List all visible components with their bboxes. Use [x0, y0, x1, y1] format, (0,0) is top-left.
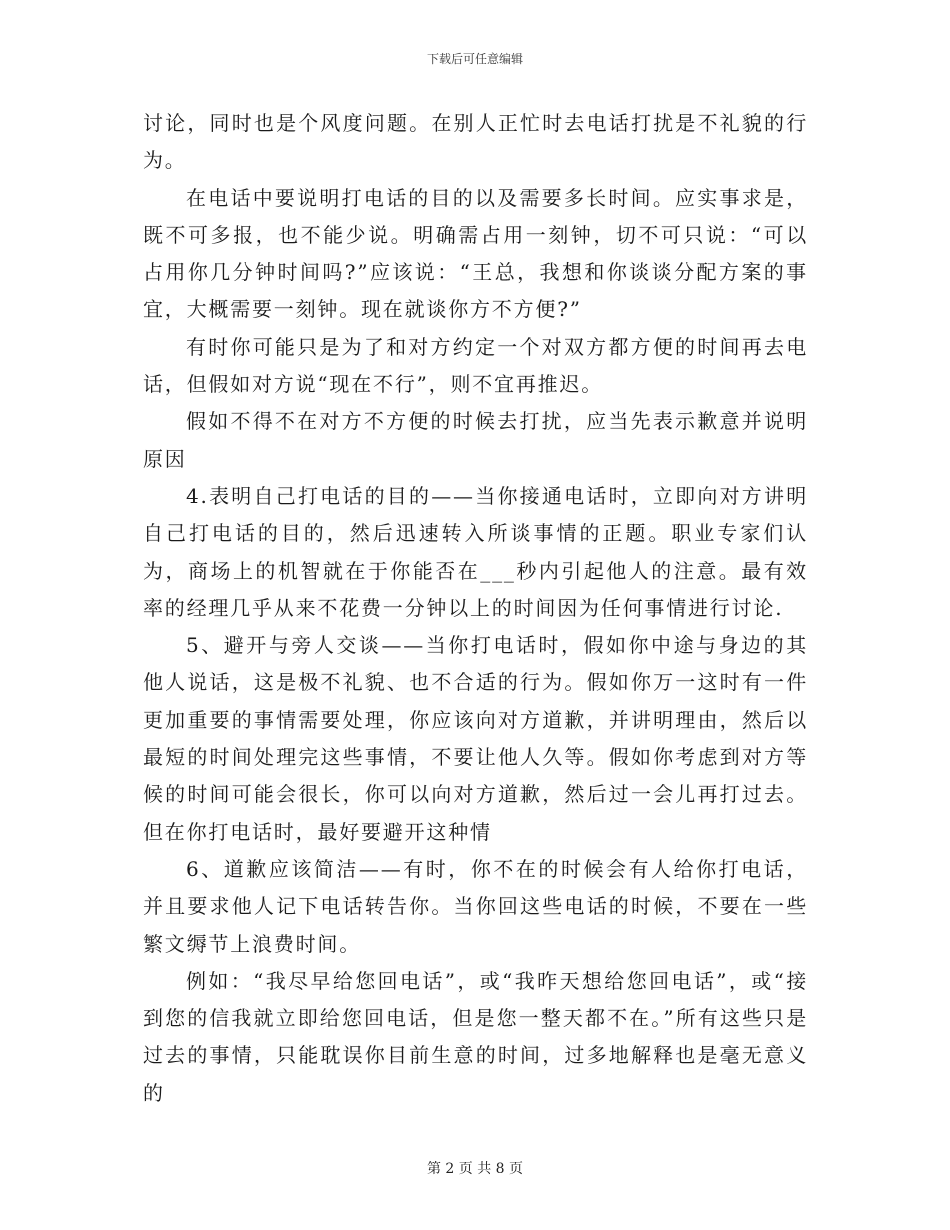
page-number: 第 2 页 共 8 页 [426, 1161, 524, 1177]
paragraph: 讨论，同时也是个风度问题。在别人正忙时去电话打扰是不礼貌的行为。 [143, 111, 808, 173]
paragraph: 假如不得不在对方不方便的时候去打扰，应当先表示歉意并说明原因 [143, 409, 808, 471]
paragraph: 例如：“我尽早给您回电话”，或“我昨天想给您回电话”，或“接到您的信我就立即给您回电话，但是您一整天都不在。”所有这些只是过去的事情，只能耽误你目前生意的时间，过多地解释也是毫无意义的 [143, 968, 808, 1105]
paragraph: 在电话中要说明打电话的目的以及需要多长时间。应实事求是，既不可多报，也不能少说。明确需占用一刻钟，切不可只说：“可以占用你几分钟时间吗?”应该说：“王总，我想和你谈谈分配方案的事宜，大概需要一刻钟。现在就谈你方不方便?” [143, 185, 808, 322]
paragraph: 6、道歉应该简洁——有时，你不在的时候会有人给你打电话，并且要求他人记下电话转告你。当你回这些电话的时候，不要在一些繁文缛节上浪费时间。 [143, 856, 808, 956]
body-text [143, 105, 808, 1112]
page-header: 下载后可任意编辑 [426, 52, 523, 66]
paragraph: 5、避开与旁人交谈——当你打电话时，假如你中途与身边的其他人说话，这是极不礼貌、也不合适的行为。假如你万一这时有一件更加重要的事情需要处理，你应该向对方道歉，并讲明理由，然后以最短的时间处理完这些事情，不要让他人久等。假如你考虑到对方等候的时间可能会很长，你可以向对方道歉，然后过一会儿再打过去。但在你打电话时，最好要避开这种情 [143, 633, 808, 844]
paragraph: 4.表明自己打电话的目的——当你接通电话时，立即向对方讲明自己打电话的目的，然后迅速转入所谈事情的正题。职业专家们认为，商场上的机智就在于你能否在___秒内引起他人的注意。最有效率的经理几乎从来不花费一分钟以上的时间因为任何事情进行讨论. [143, 483, 808, 620]
paragraph: 有时你可能只是为了和对方约定一个对双方都方便的时间再去电话，但假如对方说“现在不行”，则不宜再推迟。 [143, 334, 808, 397]
